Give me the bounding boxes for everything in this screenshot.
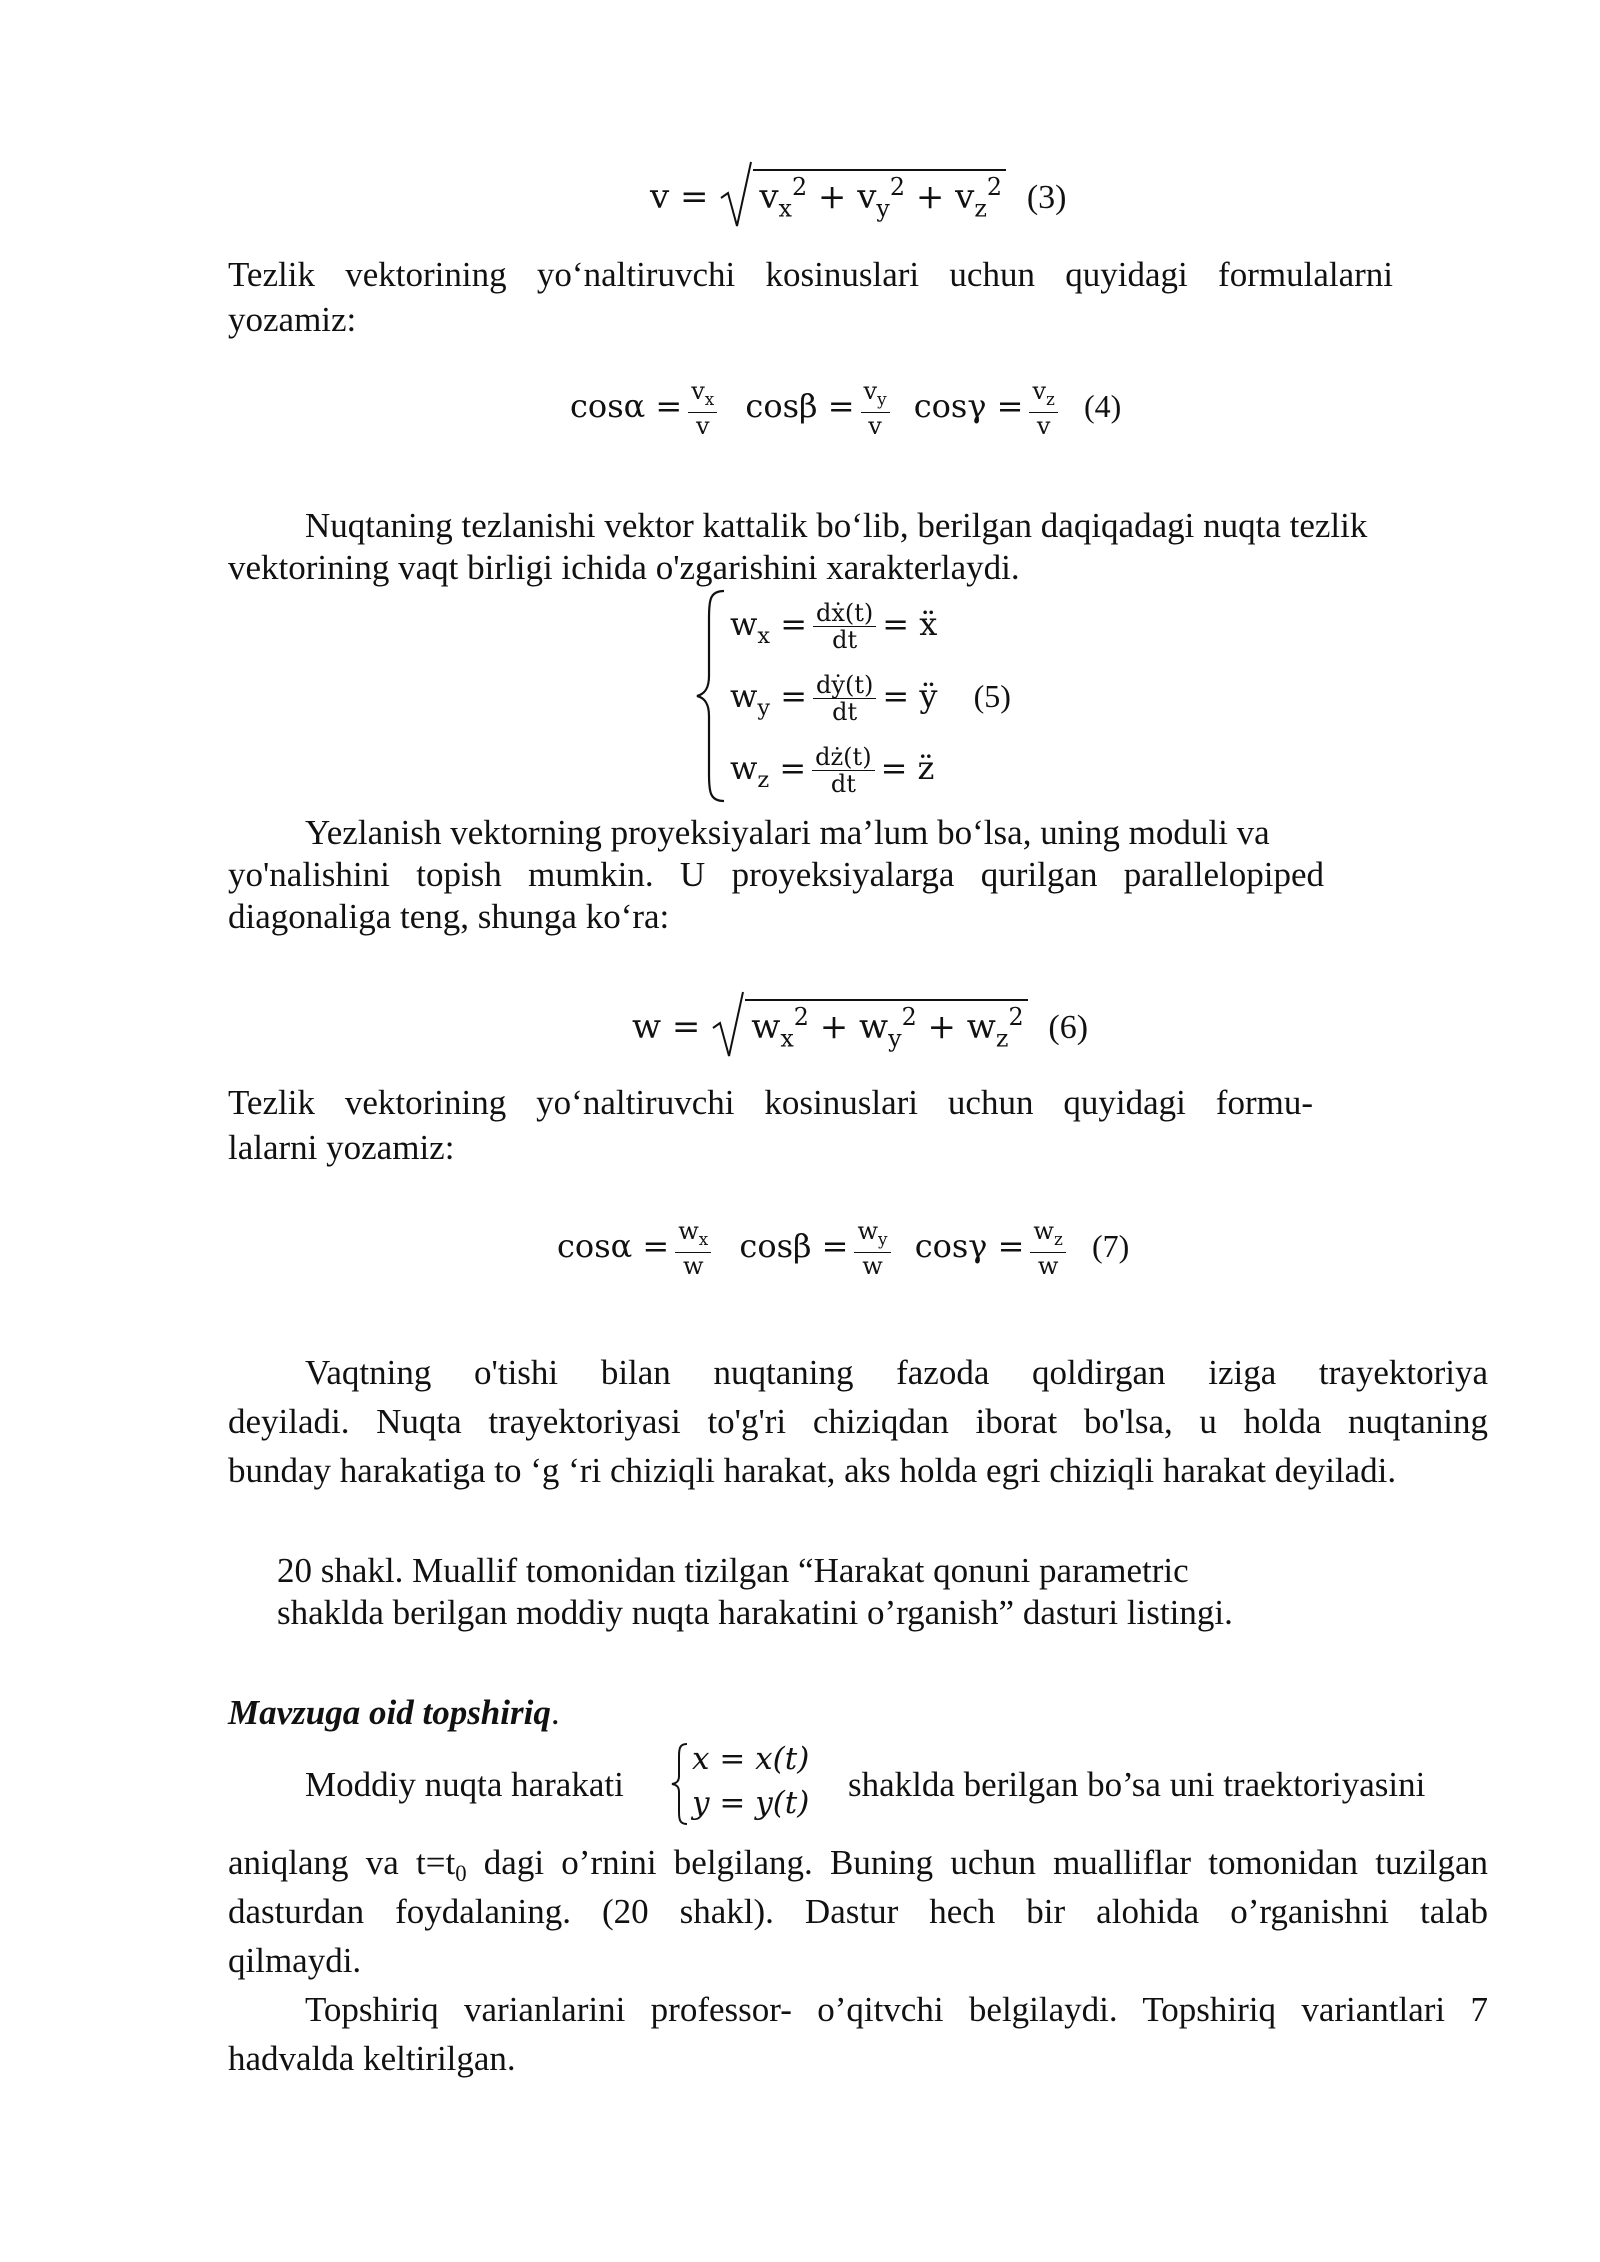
task-heading-text: Mavzuga oid topshiriq: [228, 1693, 551, 1732]
eq6-lhs: w =: [632, 1007, 701, 1047]
paragraph-5-line-2: deyiladi. Nuqta trayektoriyasi to'g'ri chiziqdan iborat bo'lsa, u holda nuqtaning: [228, 1402, 1488, 1441]
left-brace: [694, 588, 728, 804]
paragraph-5-line-1: Vaqtning o'tishi bilan nuqtaning fazoda qoldirgan iziga trayektoriya: [305, 1353, 1488, 1392]
eq4-tag: (4): [1084, 388, 1122, 424]
equation-3: [650, 160, 1066, 231]
row-wy: $w_y$ = $\frac{\text{dẏ(t)}}{dt}$ = ÿ (5): [730, 671, 1011, 726]
paragraph-3-line-3: diagonaliga teng, shunga ko‘ra:: [228, 897, 670, 936]
figure-caption-line-1: 20 shakl. Muallif tomonidan tizilgan “Harakat qonuni parametric: [277, 1551, 1189, 1590]
equation-7: [557, 1218, 1129, 1279]
eq7-cos-beta: cosβ =: [739, 1227, 849, 1265]
equation-4: [570, 378, 1121, 439]
eq4-cos-beta: cosβ =: [745, 387, 855, 425]
paragraph-2-line-2: vektorining vaqt birligi ichida o'zgarishini xarakterlaydi.: [228, 548, 1020, 587]
row-wx: $w_x$ = $\frac{\text{dẋ(t)}}{dt}$ = ẍ: [730, 599, 938, 654]
task-line-5: Topshiriq varianlarini professor- o’qitvchi belgilaydi. Topshiriq variantlari 7: [305, 1990, 1488, 2029]
row-wz-result: = z̈: [880, 749, 935, 787]
fraction-dydt: $\frac{\text{dẏ(t)}}{dt}$: [813, 672, 876, 725]
equation-5-system: [694, 588, 1054, 806]
task-heading: Mavzuga oid topshiriq.: [228, 1693, 560, 1732]
system-equation-y: y = y(t): [692, 1785, 810, 1821]
fraction-dxdt: $\frac{\text{dẋ(t)}}{dt}$: [813, 600, 876, 653]
eq7-tag: (7): [1091, 1228, 1130, 1264]
task-line-1: [228, 1738, 1488, 1830]
eq5-tag: (5): [973, 678, 1011, 714]
task-line-6: hadvalda keltirilgan.: [228, 2039, 516, 2078]
paragraph-3-line-2: yo'nalishini topish mumkin. U proyeksiyalarga qurilgan parallelopiped: [228, 855, 1324, 894]
t-zero-subscript: 0: [455, 1860, 467, 1886]
task-line-4: qilmaydi.: [228, 1941, 362, 1980]
sqrt-sign: [719, 160, 753, 230]
eq6-tag: (6): [1048, 1009, 1089, 1046]
fraction-wy-w: $\frac{w_y}{w}$: [854, 1218, 890, 1279]
eq3-lhs: v =: [650, 177, 709, 217]
paragraph-4-line-2: lalarni yozamiz:: [228, 1128, 455, 1167]
eq3-tag: (3): [1026, 179, 1067, 216]
equation-6: [632, 990, 1088, 1061]
fraction-vx-v: $\frac{v_x}{v}$: [688, 378, 717, 439]
paragraph-5-line-3: bunday harakatiga to ‘g ‘ri chiziqli harakat, aks holda egri chiziqli harakat deyiladi.: [228, 1451, 1397, 1490]
fraction-wz-w: $\frac{w_z}{w}$: [1030, 1218, 1065, 1279]
paragraph-1-line-2: yozamiz:: [228, 300, 357, 339]
eq4-cos-gamma: cosγ =: [913, 387, 1024, 425]
sqrt-radicand-v: $v_x^2 + v_y^2 + v_z^2$: [753, 169, 1006, 217]
small-left-brace: [670, 1742, 690, 1826]
paragraph-2-line-1: Nuqtaning tezlanishi vektor kattalik bo‘lib, berilgan daqiqadagi nuqta tezlik: [305, 506, 1368, 545]
sqrt-radicand-w: $w_x^2 + w_y^2 + w_z^2$: [745, 999, 1027, 1047]
system-equation-x: x = x(t): [692, 1741, 810, 1777]
task-lead: Moddiy nuqta harakati: [305, 1765, 624, 1804]
figure-caption-line-2: shaklda berilgan moddiy nuqta harakatini o’rganish” dasturi listingi.: [277, 1593, 1233, 1632]
task-tail: shaklda berilgan bo’sa uni traektoriyasini: [848, 1765, 1426, 1804]
eq7-cos-alpha: cosα =: [557, 1227, 670, 1265]
row-wy-result: = ÿ: [882, 677, 938, 715]
fraction-vy-v: $\frac{v_y}{v}$: [861, 378, 890, 439]
task-line-2: aniqlang va t=t0 dagi o’rnini belgilang. Buning uchun mualliflar tomonidan tuzilgan: [228, 1843, 1488, 1886]
fraction-dzdt: $\frac{dż(t)}{dt}$: [812, 744, 874, 797]
fraction-vz-v: $\frac{v_z}{v}$: [1029, 378, 1057, 439]
sqrt-sign: [711, 990, 745, 1060]
row-wx-result: = ẍ: [882, 605, 938, 643]
paragraph-1-line-1: Tezlik vektorining yo‘naltiruvchi kosinuslari uchun quyidagi formulalarni: [228, 255, 1393, 294]
paragraph-4-line-1: Tezlik vektorining yo‘naltiruvchi kosinuslari uchun quyidagi formu-: [228, 1083, 1313, 1122]
paragraph-3-line-1: Yezlanish vektorning proyeksiyalari ma’lum bo‘lsa, uning moduli va: [305, 813, 1270, 852]
fraction-wx-w: $\frac{w_x}{w}$: [675, 1218, 711, 1279]
eq7-cos-gamma: cosγ =: [914, 1227, 1025, 1265]
eq4-cos-alpha: cosα =: [570, 387, 683, 425]
row-wz: $w_z$ = $\frac{dż(t)}{dt}$ = z̈: [730, 743, 935, 798]
task-line-3: dasturdan foydalaning. (20 shakl). Dastur hech bir alohida o’rganishni talab: [228, 1892, 1488, 1931]
